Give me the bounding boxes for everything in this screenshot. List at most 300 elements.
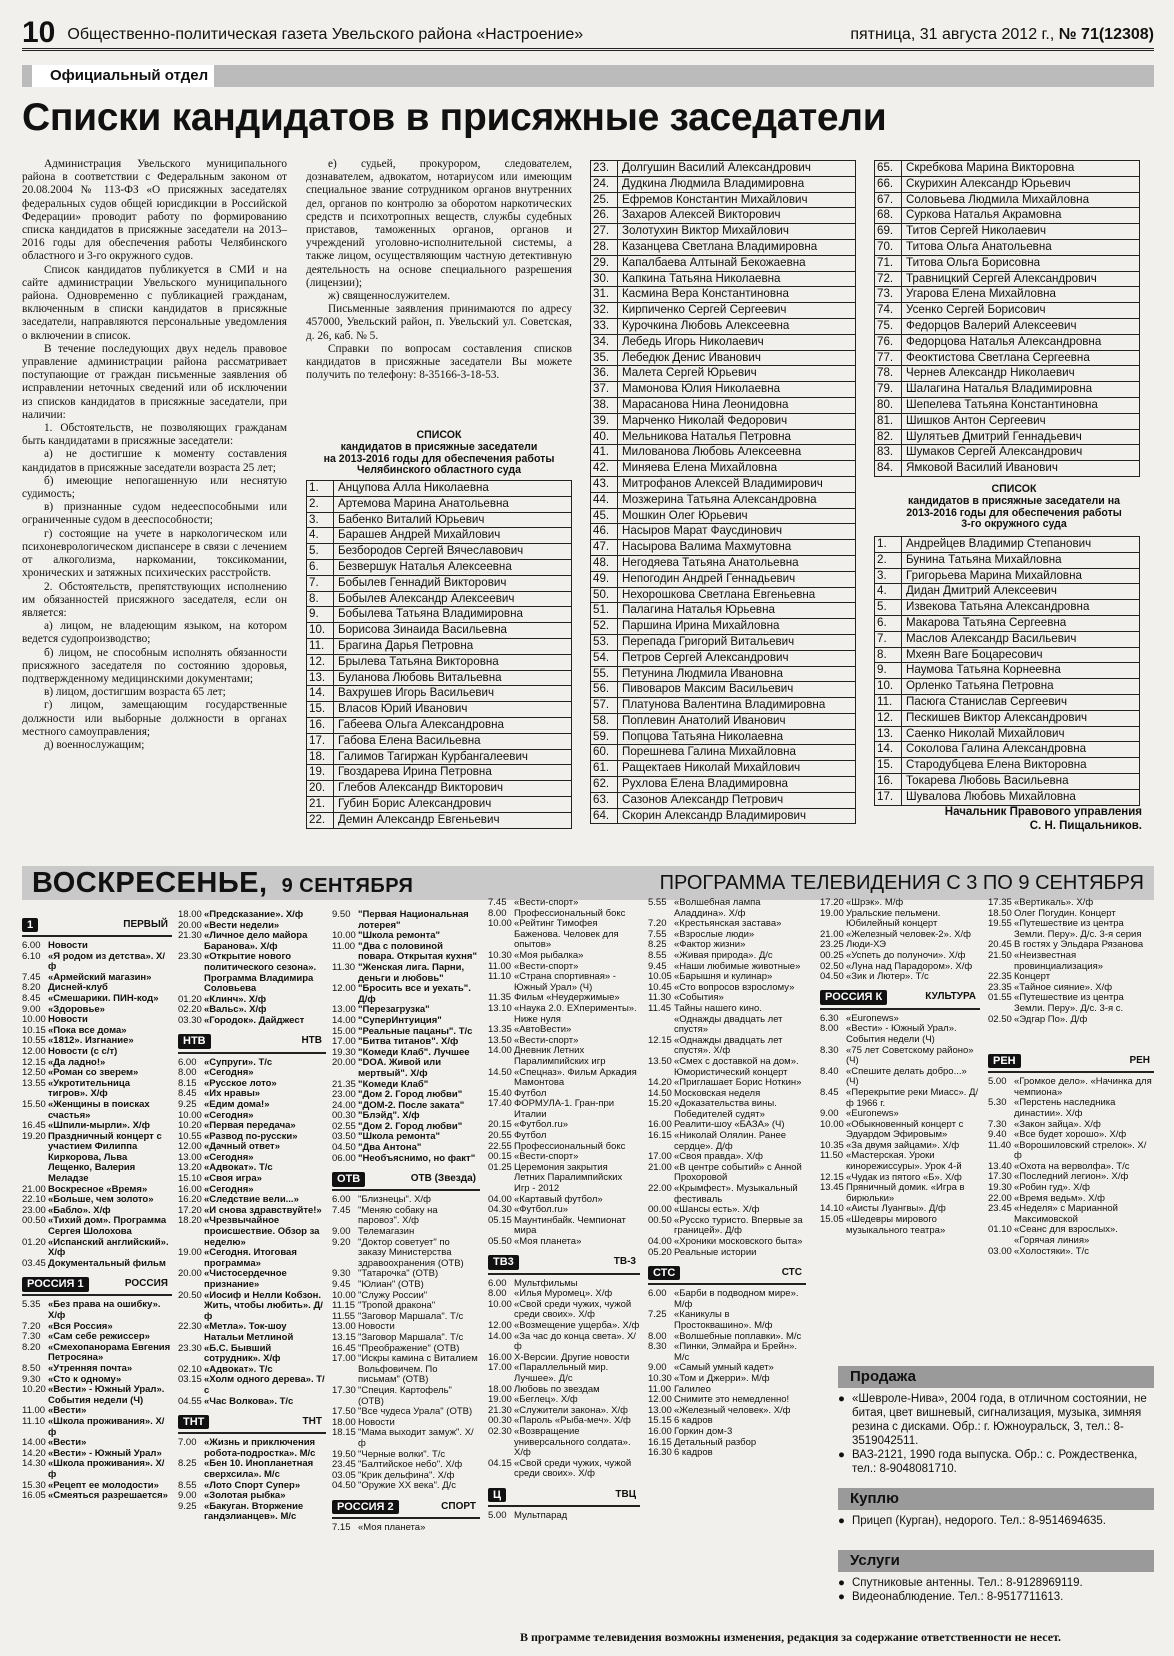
- list-row-name: Паршина Ирина Михайловна: [618, 619, 856, 635]
- list-row: [875, 429, 1140, 445]
- list-row: [875, 568, 1140, 584]
- list-row-name: Галимов Тагиржан Курбангалеевич: [334, 749, 572, 765]
- list-row-name: Палагина Наталья Юрьевна: [618, 603, 856, 619]
- channel-logo-c1: 1: [22, 918, 38, 933]
- list-row-number: 82.: [875, 429, 902, 445]
- list-row-number: 72.: [875, 271, 902, 287]
- list-row-number: 7.: [875, 631, 902, 647]
- list-row-name: Борисова Зинаида Васильевна: [334, 623, 572, 639]
- list-row-name: Бобылев Геннадий Викторович: [334, 575, 572, 591]
- list-row-number: 2.: [875, 552, 902, 568]
- list-row: [875, 303, 1140, 319]
- list-row: [875, 239, 1140, 255]
- list-row-name: Токарева Любовь Васильевна: [902, 773, 1140, 789]
- list-row: [307, 638, 572, 654]
- list1-table-a: [306, 480, 572, 829]
- list-row: [875, 742, 1140, 758]
- list-row-number: 65.: [875, 161, 902, 177]
- list-row-number: 77.: [875, 350, 902, 366]
- newspaper-title: Общественно-политическая газета Увельского района «Настроение»: [67, 26, 584, 43]
- list-row: [591, 524, 856, 540]
- list-row-name: Касмина Вера Константиновна: [618, 287, 856, 303]
- list-row-name: Шишков Антон Сергеевич: [902, 413, 1140, 429]
- channel-logo-zvezda: ОТВ: [332, 1172, 365, 1187]
- list-row-number: 68.: [875, 208, 902, 224]
- list-row: [591, 429, 856, 445]
- list-row-name: Нехорошкова Светлана Евгеньевна: [618, 587, 856, 603]
- ad-item: ● «Шевроле-Нива», 2004 года, в отличном состоянии, не битая, цвет вишневый, сигнализация, музыка, зимняя резина с дисками. Обр.: г. Южноуральск, 3, тел.: 8-3519042511.: [838, 1393, 1147, 1447]
- list-row-number: 8.: [307, 591, 334, 607]
- list-row-number: 34.: [591, 334, 618, 350]
- list-row: [591, 603, 856, 619]
- channel-zvezda: ОТВ ОТВ (Звезда): [332, 1169, 480, 1191]
- list-row-number: 10.: [307, 623, 334, 639]
- list-row: [307, 796, 572, 812]
- list-row-name: Митрофанов Алексей Владимирович: [618, 476, 856, 492]
- list-row-name: Поплевин Анатолий Иванович: [618, 713, 856, 729]
- list-row: [591, 239, 856, 255]
- list-row: [875, 615, 1140, 631]
- list-row: [591, 682, 856, 698]
- list-row-number: 3.: [875, 568, 902, 584]
- list-row-number: 70.: [875, 239, 902, 255]
- list-row: [875, 208, 1140, 224]
- list-row: [307, 528, 572, 544]
- list-row-number: 16.: [307, 717, 334, 733]
- list-row-number: 69.: [875, 224, 902, 240]
- list-row: [591, 271, 856, 287]
- list-row-number: 17.: [875, 789, 902, 805]
- list-row-number: 84.: [875, 461, 902, 477]
- list-row-name: Брагина Дарья Петровна: [334, 638, 572, 654]
- list-row-number: 73.: [875, 287, 902, 303]
- list-row: [591, 413, 856, 429]
- list-row-name: Наумова Татьяна Корнеевна: [902, 663, 1140, 679]
- list-row-number: 13.: [307, 670, 334, 686]
- tv-column-7: 17.35 «Вертикаль». Х/ф 18.50 Олег Погудин. Концерт 19.55 «Путешествие из центра Земли. Перу». Д/с. 3-я серия 20.45 В гостях у Эльдара Рязанова 21.50 «Неизвестная провинциализация» 22.35 Концерт 23.35 «Тайное сияние». Х/ф 01.55 «Путешествие из центра Земли. Перу». Д/с. 3-я с. 02.50 «Эдгар По». Д/ф РЕН РЕН 5.00 «Громкое дело». «Начинка для чемпиона» 5.30 «Перстень наследника династии». Х/ф 7.30 «Закон зайца». Х/ф 9.40 «Все будет хорошо». Х/ф 11.40 «Ворошиловский стрелок». Х/ф 13.40 «Охота на верволфа». Т/с 17.30 «Последний легион». Х/ф 19.30 «Робин гуд». Х/ф 22.00 «Время ведьм». Х/ф 23.45 «Неделя» с Марианной Максимовской 01.10 «Сеанс для взрослых». «Горячая линия» 03.00 «Холостяки». Т/с: [988, 898, 1154, 1257]
- list-row-name: Шулятьев Дмитрий Геннадьевич: [902, 429, 1140, 445]
- list-row-name: Лебедюк Денис Иванович: [618, 350, 856, 366]
- list-row-name: Маслов Александр Васильевич: [902, 631, 1140, 647]
- list-row: [591, 698, 856, 714]
- list-row-name: Сазонов Александр Петрович: [618, 792, 856, 808]
- list-row-number: 17.: [307, 733, 334, 749]
- list-row: [591, 461, 856, 477]
- list-row-number: 27.: [591, 224, 618, 240]
- page-header: [22, 18, 1154, 51]
- article-paragraph: а) лицом, не владеющим языком, на котором ведется судопроизводство;: [22, 620, 287, 646]
- list-row-name: Безвершук Наталья Алексеевна: [334, 559, 572, 575]
- list-row-name: Бунина Татьяна Михайловна: [902, 552, 1140, 568]
- channel-logo-ntv: НТВ: [178, 1034, 211, 1049]
- list-row: [875, 176, 1140, 192]
- list-row-name: Андрейцев Владимир Степанович: [902, 537, 1140, 553]
- section-bar: [22, 65, 1154, 87]
- list-row-name: Габеева Ольга Александровна: [334, 717, 572, 733]
- list-row-number: 63.: [591, 792, 618, 808]
- list-row-number: 46.: [591, 524, 618, 540]
- list-row: [875, 334, 1140, 350]
- list-row: [591, 792, 856, 808]
- list-row: [307, 749, 572, 765]
- list-row: [307, 733, 572, 749]
- list-row-name: Угарова Елена Михайловна: [902, 287, 1140, 303]
- issue-date: пятница, 31 августа 2012 г., № 71(12308): [850, 26, 1154, 43]
- article-paragraph: Письменные заявления принимаются по адресу 457000, Увельский район, п. Увельский ул. Советская, д. 26, каб. № 5.: [306, 303, 572, 342]
- list-row-number: 29.: [591, 255, 618, 271]
- list-row-number: 13.: [875, 726, 902, 742]
- channel-logo-tvc: Ц: [488, 1488, 506, 1503]
- list-row: [875, 758, 1140, 774]
- list-row-number: 7.: [307, 575, 334, 591]
- list-row: [307, 496, 572, 512]
- channel-sts: СТС СТС: [648, 1263, 806, 1285]
- list-row-number: 62.: [591, 777, 618, 793]
- list-row-name: Феоктистова Светлана Сергеевна: [902, 350, 1140, 366]
- list-row: [591, 192, 856, 208]
- list-row-number: 56.: [591, 682, 618, 698]
- list-row-name: Мельникова Наталья Петровна: [618, 429, 856, 445]
- list-row-name: Миняева Елена Михайловна: [618, 461, 856, 477]
- list-row: [591, 476, 856, 492]
- list-row: [591, 745, 856, 761]
- list-row-number: 67.: [875, 192, 902, 208]
- list-row-number: 38.: [591, 397, 618, 413]
- list-row: [591, 713, 856, 729]
- list-row: [875, 631, 1140, 647]
- list-row-name: Казанцева Светлана Владимировна: [618, 239, 856, 255]
- list-row: [591, 619, 856, 635]
- section-label: Официальный отдел: [32, 65, 214, 87]
- list-row-number: 48.: [591, 555, 618, 571]
- article-paragraph: в) лицом, достигшим возраста 65 лет;: [44, 686, 226, 699]
- ads-serv: [838, 1576, 1156, 1604]
- list-row-number: 18.: [307, 749, 334, 765]
- ad-item: ● Спутниковые антенны. Тел.: 8-9128969119.: [838, 1577, 1083, 1589]
- list-row-name: Извекова Татьяна Александровна: [902, 600, 1140, 616]
- list-row-number: 6.: [307, 559, 334, 575]
- article-paragraph: а) не достигшие к моменту составления кандидатов в присяжные заседатели возраста 25 лет;: [22, 448, 287, 474]
- list-row: [875, 161, 1140, 177]
- list-row-name: Титова Ольга Анатольевна: [902, 239, 1140, 255]
- channel-rossiya: РОССИЯ 1 РОССИЯ: [22, 1274, 172, 1296]
- list-row-number: 35.: [591, 350, 618, 366]
- list-row-name: Мамонова Юлия Николаевна: [618, 382, 856, 398]
- list-row-number: 41.: [591, 445, 618, 461]
- channel-tnt: ТНТ ТНТ: [178, 1412, 326, 1434]
- list-row-number: 15.: [875, 758, 902, 774]
- list-row-number: 16.: [875, 773, 902, 789]
- tv-column-5: 5.55 «Волшебная лампа Аладдина». Х/ф 7.20 «Крестьянская застава» 7.55 «Взрослые люди» 8.25 «Фактор жизни» 8.55 «Живая природа». Д/с 9.45 «Наши любимые животные» 10.05 «Барышня и кулинар» 10.45 «Сто вопросов взрослому» 11.30 «События» 11.45 Тайны нашего кино. «Однажды двадцать лет спустя» 12.15 «Однажды двадцать лет спустя». Х/ф 13.50 «Смех с доставкой на дом». Юмористический концерт 14.20 «Приглашает Борис Ноткин» 14.50 Московская неделя 15.20 «Доказательства вины. Победителей судят» 16.00 Реалити-шоу «БАЗА» (Ч) 16.15 «Николай Олялин. Ранее сердце». Д/ф 17.00 «Своя правда». Х/ф 21.00 «В центре событий» с Анной Прохоровой 22.00 «Крымфест». Музыкальный фестиваль 00.00 «Шансы есть». Х/ф 00.50 «Русско туристо. Впервые за границей». Д/ф 04.00 «Хроники московского быта» 05.20 Реальные истории СТС СТС 6.00 «Барби в подводном мире». М/ф 7.25 «Каникулы в Простоквашино». М/ф 8.00 «Волшебные поплавки». М/с 8.30 «Пинки, Элмайра и Брейн». М/с 9.00 «Самый умный кадет» 10.30 «Том и Джерри». М/ф 11.00 Галилео 12.00 Снимите это немедленно! 13.00 «Железный человек». Х/ф 15.15 6 кадров 16.00 Горкин дом-3 16.15 Детальный разбор 16.30 6 кадров: [648, 898, 806, 1459]
- list-row: [591, 729, 856, 745]
- list-row-name: Мошкин Олег Юрьевич: [618, 508, 856, 524]
- article-paragraph: г) лицом, замещающим государственные должности или выборные должности в органах местного самоуправления;: [22, 699, 287, 738]
- article-paragraph: 2. Обстоятельств, препятствующих исполнению им обязанностей присяжного заседателя, если он является:: [22, 580, 287, 619]
- list-row-name: Захаров Алексей Викторович: [618, 208, 856, 224]
- list-row-number: 9.: [307, 607, 334, 623]
- list-row: [307, 670, 572, 686]
- list-row-number: 33.: [591, 318, 618, 334]
- list-row-number: 59.: [591, 729, 618, 745]
- list-row: [591, 334, 856, 350]
- list-row-number: 32.: [591, 303, 618, 319]
- list-row: [591, 571, 856, 587]
- list-row-name: Перепада Григорий Витальевич: [618, 634, 856, 650]
- list-row-number: 45.: [591, 508, 618, 524]
- list-row-name: Безбородов Сергей Вячеславович: [334, 544, 572, 560]
- list-row-number: 44.: [591, 492, 618, 508]
- list-row-number: 11.: [875, 694, 902, 710]
- channel-ntv: НТВ НТВ: [178, 1032, 326, 1054]
- list-row-name: Ефремов Константин Михайлович: [618, 192, 856, 208]
- list-row: [591, 761, 856, 777]
- article-column-2: [306, 158, 572, 382]
- list-row-name: Марасанова Нина Леонидовна: [618, 397, 856, 413]
- list-row-number: 64.: [591, 808, 618, 824]
- ads-buy-head: Куплю: [838, 1488, 1154, 1510]
- article-column-1: [22, 158, 287, 752]
- list-row-number: 11.: [307, 638, 334, 654]
- tv-column-2: 18.00 «Предсказание». Х/ф 20.00 «Вести недели» 21.30 «Личное дело майора Баранова». Х/ф 23.30 «Открытие нового политического сезона». Программа Владимира Соловьева 01.20 «Клинч». Х/ф 02.20 «Вальс». Х/ф 03.30 «Городок». Дайджест НТВ НТВ 6.00 «Супруги». Т/с 8.00 «Сегодня» 8.15 «Русское лото» 8.45 «Их нравы» 9.25 «Едим дома!» 10.00 «Сегодня» 10.20 «Первая передача» 10.55 «Развод по-русски» 12.00 «Дачный ответ» 13.00 «Сегодня» 13.20 «Адвокат». Т/с 15.10 «Своя игра» 16.00 «Сегодня» 16.20 «Следствие вели...» 17.20 «И снова здравствуйте!» 18.20 «Чрезвычайное происшествие. Обзор за неделю» 19.00 «Сегодня. Итоговая программа» 20.00 «Чистосердечное признание» 20.50 «Иосиф и Нелли Кобзон. Жить, чтобы любить». Д/ф 22.30 «Метла». Ток-шоу Натальи Метлиной 23.30 «Б.С. Бывший сотрудник». Х/ф 02.10 «Адвокат». Т/с 03.15 «Холм одного дерева». Т/с 04.55 «Час Волкова». Т/с ТНТ ТНТ 7.00 «Жизнь и приключения робота-подростка». М/с 8.25 «Бен 10. Инопланетная сверхсила». М/с 8.55 «Лото Спорт Супер» 9.00 «Золотая рыбка» 9.25 «Бакуган. Вторжение гандэлианцев». М/с: [178, 909, 325, 1523]
- list-row-number: 42.: [591, 461, 618, 477]
- list-row-number: 49.: [591, 571, 618, 587]
- list-row-name: Глебов Александр Викторович: [334, 781, 572, 797]
- list-row-name: Шумаков Сергей Александрович: [902, 445, 1140, 461]
- list-row: [875, 271, 1140, 287]
- list-row-number: 25.: [591, 192, 618, 208]
- channel-kultura: РОССИЯ К КУЛЬТУРА: [820, 988, 980, 1010]
- list-row-name: Титова Ольга Борисовна: [902, 255, 1140, 271]
- list-row-name: Макарова Татьяна Сергеевна: [902, 615, 1140, 631]
- list-row: [307, 544, 572, 560]
- list-row: [591, 634, 856, 650]
- list-row: [591, 303, 856, 319]
- list-row-number: 24.: [591, 176, 618, 192]
- list-row: [591, 382, 856, 398]
- list-row-name: Ямковой Василий Иванович: [902, 461, 1140, 477]
- ad-item: ● Прицеп (Курган), недорого. Тел.: 8-9514694635.: [838, 1515, 1106, 1527]
- list-row: [875, 552, 1140, 568]
- list-row-name: Габова Елена Васильевна: [334, 733, 572, 749]
- article-paragraph: В течение последующих двух недель правовое управление администрации района рассматривает поступающие от граждан письменные заявления об исправлении неточных сведений или об исключении из списков кандидатов в присяжные заседатели, при наличии:: [22, 342, 287, 421]
- list-row-name: Орленко Татьяна Петровна: [902, 679, 1140, 695]
- article-paragraph: Список кандидатов публикуется в СМИ и на сайте администрации Увельского муниципального района. Одновременно с публикацией гражданам, включенным в списки кандидатов в присяжные заседатели, направляются персональные уведомления о включении в список.: [22, 263, 287, 342]
- list-row-name: Мозжерина Татьяна Александровна: [618, 492, 856, 508]
- channel-c1: 1 ПЕРВЫЙ: [22, 915, 172, 937]
- list-row-name: Шувалова Любовь Михайловна: [902, 789, 1140, 805]
- list-row: [307, 512, 572, 528]
- list-row-name: Насырова Валима Махмутовна: [618, 540, 856, 556]
- list-row: [591, 255, 856, 271]
- list1-table-b: [590, 160, 856, 824]
- list-row-name: Артемова Марина Анатольевна: [334, 496, 572, 512]
- list-row: [591, 650, 856, 666]
- list-row-number: 36.: [591, 366, 618, 382]
- list-row: [875, 710, 1140, 726]
- list-row: [875, 413, 1140, 429]
- channel-logo-kultura: РОССИЯ К: [820, 990, 887, 1005]
- list-row: [307, 781, 572, 797]
- ads-buy: [838, 1514, 1156, 1528]
- list-row-name: Рухлова Елена Владимировна: [618, 777, 856, 793]
- list-row: [875, 382, 1140, 398]
- channel-logo-sts: СТС: [648, 1266, 680, 1281]
- list-row-name: Стародубцева Елена Викторовна: [902, 758, 1140, 774]
- list-row-number: 26.: [591, 208, 618, 224]
- list-row: [307, 559, 572, 575]
- ads-sale: [838, 1392, 1156, 1476]
- tv-column-4: 7.45 «Вести-спорт» 8.00 Профессиональный бокс 10.00 «Рейтинг Тимофея Баженова. Человек для опытов» 10.30 «Моя рыбалка» 11.00 «Вести-спорт» 11.10 «Страна спортивная» - Южный Урал» (Ч) 11.35 Фильм «Неудержимые» 13.10 «Наука 2.0. ЕХперименты». Нижe нуля 13.35 «АвтоВести» 13.50 «Вести-спорт» 14.00 Дневник Летних Паралимпийских игр 14.50 «Спецназ». Фильм Аркадия Мамонтова 15.40 Футбол 17.40 ФОРМУЛА-1. Гран-при Италии 20.15 «Футбол.ru» 20.55 Футбол 22.55 Профессиональный бокс 00.15 «Вести-спорт» 01.25 Церемония закрытия Летних Паралимпийских Игр - 2012 04.00 «Картавый футбол» 04.30 «Футбол.ru» 05.15 Маунтинбайк. Чемпионат мира 05.50 «Моя планета» ТВ3 ТВ-3 6.00 Мультфильмы 8.00 «Илья Муромец». Х/ф 10.00 «Свой среди чужих, чужой среди своих». Х/ф 12.00 «Возмещение ущерба». Х/ф 14.00 «За час до конца света». Х/ф 16.00 Х-Версии. Другие новости 17.00 «Параллельный мир. Лучшее». Д/с 18.00 Любовь по звездам 19.00 «Беглец». Х/ф 21.30 «Служители закона». Х/ф 00.30 «Пароль «Рыба-меч». Х/ф 02.30 «Возвращение универсального солдата». Х/ф 04.15 «Свой среди чужих, чужой среди своих». Х/ф Ц ТВЦ 5.00 Мультпарад: [488, 897, 640, 1521]
- list-row-number: 80.: [875, 397, 902, 413]
- list-row-name: Скорин Александр Владимирович: [618, 808, 856, 824]
- list-row: [307, 481, 572, 497]
- list-row: [591, 587, 856, 603]
- article-paragraph: ж) священнослужителем.: [328, 290, 451, 303]
- list-row-number: 75.: [875, 318, 902, 334]
- list-row: [875, 537, 1140, 553]
- ad-item: ● ВАЗ-2121, 1990 года выпуска. Обр.: с. Рождественка, тел.: 8-9048081710.: [838, 1449, 1138, 1475]
- channel-logo-rossiya: РОССИЯ 1: [22, 1277, 89, 1292]
- list-row-name: Гвоздарева Ирина Петровна: [334, 765, 572, 781]
- list-row-number: 76.: [875, 334, 902, 350]
- tv-column-6: 17.20 «Шрэк». М/ф 19.00 Уральские пельмени. Юбилейный концерт 21.00 «Железный человек-2». Х/ф 23.25 Люди-ХЭ 00.25 «Успеть до полуночи». Х/ф 02.50 «Луна над Парадором». Х/ф 04.50 «Зик и Лютер». Т/с РОССИЯ К КУЛЬТУРА 6.30 «Euronews» 8.00 «Вести» - Южный Урал». События недели (Ч) 8.30 «75 лет Советскому районо» (Ч) 8.40 «Спешите делать добро...» (Ч) 8.45 «Перекрытие реки Миасс». Д/ф 1966 г. 9.00 «Euronews» 10.00 «Обыкновенный концерт с Эдуардом Эфировым» 10.35 «За двумя зайцами». Х/ф 11.50 «Мастерская. Уроки кинорежиссуры». Урок 4-й 12.15 «Чудак из пятого «Б». Х/ф 13.45 Пряничный домик. «Игра в бирюльки» 14.10 «Аисты Луангвы». Д/ф 15.05 «Шедевры мирового музыкального театра»: [820, 897, 979, 1236]
- list-row: [591, 508, 856, 524]
- list-row-number: 21.: [307, 796, 334, 812]
- tv-date: 9 СЕНТЯБРЯ: [281, 875, 414, 897]
- issue-number: № 71(12308): [1058, 26, 1154, 43]
- list-row: [875, 584, 1140, 600]
- list-row-number: 30.: [591, 271, 618, 287]
- list-row-number: 47.: [591, 540, 618, 556]
- list-row-number: 12.: [875, 710, 902, 726]
- list-row-name: Соколова Галина Александровна: [902, 742, 1140, 758]
- ads-serv-head: Услуги: [838, 1550, 1154, 1572]
- signature: Начальник Правового управления С. Н. Пищальников.: [944, 806, 1142, 832]
- list-row: [591, 555, 856, 571]
- list-row-number: 57.: [591, 698, 618, 714]
- list-row: [875, 366, 1140, 382]
- tv-column-1: 1 ПЕРВЫЙ 6.00 Новости 6.10 «Я родом из детства». Х/ф 7.45 «Армейский магазин» 8.20 Дисней-клуб 8.45 «Смешарики. ПИН-код» 9.00 «Здоровье» 10.00 Новости 10.15 «Пока все дома» 10.55 «1812». Изгнание» 12.00 Новости (с с/т) 12.15 «Да ладно!» 12.50 «Роман со зверем» 13.55 «Укротительница тигров». Х/ф 15.50 «Женщины в поисках счастья» 16.45 «Шпили-мырли». Х/ф 19.20 Праздничный концерт с участием Филиппа Киркорова, Льва Лещенко, Валерия Меладзе 21.00 Воскресное «Время» 22.10 «Больше, чем золото» 23.00 «Бабло». Х/ф 00.50 «Тихий дом». Программа Сергея Шолохова 01.20 «Испанский английский». Х/ф 03.45 Документальный фильм РОССИЯ 1 РОССИЯ 5.35 «Без права на ошибку». Х/ф 7.20 «Вся Россия» 7.30 «Сам себе режиссер» 8.20 «Смехопанорама Евгения Петросяна» 8.50 «Утренняя почта» 9.30 «Сто к одному» 10.20 «Вести» - Южный Урал». События недели (Ч) 11.00 «Вести» 11.10 «Школа проживания». Х/ф 14.00 «Вести» 14.20 «Вести» - Южный Урал» 14.30 «Школа проживания». Х/ф 15.30 «Рецепт ее молодости» 16.05 «Смеяться разрешается»: [22, 910, 172, 1502]
- list-row-number: 40.: [591, 429, 618, 445]
- list-row-name: Бабенко Виталий Юрьевич: [334, 512, 572, 528]
- list-row-number: 71.: [875, 255, 902, 271]
- list-row-name: Федорцова Наталья Александровна: [902, 334, 1140, 350]
- channel-logo-tnt: ТНТ: [178, 1415, 209, 1430]
- channel-tvc: Ц ТВЦ: [488, 1485, 640, 1507]
- list-row-name: Капкина Татьяна Николаевна: [618, 271, 856, 287]
- list-row-name: Пескишев Виктор Александрович: [902, 710, 1140, 726]
- list2-table: [874, 536, 1140, 806]
- list-row: [875, 663, 1140, 679]
- article-paragraph: б) лицом, не способным исполнять обязанности присяжного заседателя по состоянию здоровья, подтвержденному медицинскими документами;: [22, 646, 287, 685]
- list-row-name: Золотухин Виктор Михайлович: [618, 224, 856, 240]
- article-paragraph: 1. Обстоятельств, не позволяющих гражданам быть кандидатами в присяжные заседатели:: [22, 422, 287, 448]
- list-row-name: Анцупова Алла Николаевна: [334, 481, 572, 497]
- list-row: [875, 445, 1140, 461]
- list-row-number: 74.: [875, 303, 902, 319]
- list-row-number: 1.: [307, 481, 334, 497]
- list-row: [875, 192, 1140, 208]
- footer-note: В программе телевидения возможны изменения, редакция за содержание ответственности не несет.: [520, 1630, 1062, 1644]
- channel-logo-tv3: ТВ3: [488, 1255, 519, 1270]
- list-row-number: 66.: [875, 176, 902, 192]
- list-row-name: Губин Борис Александрович: [334, 796, 572, 812]
- list-row-name: Петунина Людмила Ивановна: [618, 666, 856, 682]
- article-paragraph: Справки по вопросам составления списков кандидатов в присяжные заседатели Вы можете получить по телефону: 8-35166-3-18-53.: [306, 342, 572, 382]
- list-row-name: Лебедь Игорь Николаевич: [618, 334, 856, 350]
- ad-item: ● Видеонаблюдение. Тел.: 8-9517711613.: [838, 1591, 1064, 1603]
- list-row-name: Капалбаева Алтынай Бекожаевна: [618, 255, 856, 271]
- list-row: [591, 777, 856, 793]
- list-row-name: Григорьева Марина Михайловна: [902, 568, 1140, 584]
- list-row: [875, 461, 1140, 477]
- list-row: [591, 224, 856, 240]
- list-row-number: 8.: [875, 647, 902, 663]
- list-row-number: 5.: [307, 544, 334, 560]
- list-row-number: 52.: [591, 619, 618, 635]
- list-row-name: Власов Юрий Иванович: [334, 702, 572, 718]
- list-row: [875, 600, 1140, 616]
- list-row: [307, 575, 572, 591]
- list-row-name: Пивоваров Максим Васильевич: [618, 682, 856, 698]
- list-row-name: Марченко Николай Федорович: [618, 413, 856, 429]
- article-paragraph: д) военнослужащим;: [44, 738, 145, 751]
- list-row: [875, 679, 1140, 695]
- list-row-number: 14.: [875, 742, 902, 758]
- channel-ren: РЕН РЕН: [988, 1051, 1154, 1073]
- list-row-number: 14.: [307, 686, 334, 702]
- list-row: [307, 607, 572, 623]
- list-row-number: 4.: [307, 528, 334, 544]
- channel-logo-sport: РОССИЯ 2: [332, 1500, 399, 1515]
- list-row: [307, 654, 572, 670]
- list-row: [875, 726, 1140, 742]
- list-row-name: Курочкина Любовь Алексеевна: [618, 318, 856, 334]
- list-row-number: 31.: [591, 287, 618, 303]
- list-row-number: 83.: [875, 445, 902, 461]
- list-row-name: Демин Александр Евгеньевич: [334, 812, 572, 828]
- list-row-number: 22.: [307, 812, 334, 828]
- list-row-name: Травницкий Сергей Александрович: [902, 271, 1140, 287]
- list-row: [307, 623, 572, 639]
- list-row-name: Непогодин Андрей Геннадьевич: [618, 571, 856, 587]
- list-row-name: Вахрушев Игорь Васильевич: [334, 686, 572, 702]
- list-row: [591, 287, 856, 303]
- list-row: [591, 808, 856, 824]
- list-row-name: Негодяева Татьяна Анатольевна: [618, 555, 856, 571]
- list-row-number: 79.: [875, 382, 902, 398]
- list-row-number: 43.: [591, 476, 618, 492]
- list-row-name: Бобылев Александр Алексеевич: [334, 591, 572, 607]
- list-row-name: Дудкина Людмила Владимировна: [618, 176, 856, 192]
- article-paragraph: в) признанные судом недееспособными или ограниченные судом в дееспособности;: [22, 501, 287, 527]
- list-row-number: 28.: [591, 239, 618, 255]
- list-row: [591, 366, 856, 382]
- list-row-number: 78.: [875, 366, 902, 382]
- list-row-number: 60.: [591, 745, 618, 761]
- list-row: [591, 445, 856, 461]
- list-row: [591, 397, 856, 413]
- list-row-name: Соловьева Людмила Михайловна: [902, 192, 1140, 208]
- headline: Списки кандидатов в присяжные заседатели: [22, 96, 887, 139]
- page-number: 10: [22, 16, 56, 49]
- tv-header-bar: [22, 866, 1154, 900]
- list-row-name: Шалагина Наталья Владимировна: [902, 382, 1140, 398]
- list-row: [875, 318, 1140, 334]
- list-row-name: Барашев Андрей Михайлович: [334, 528, 572, 544]
- list-row: [307, 717, 572, 733]
- list-row: [307, 702, 572, 718]
